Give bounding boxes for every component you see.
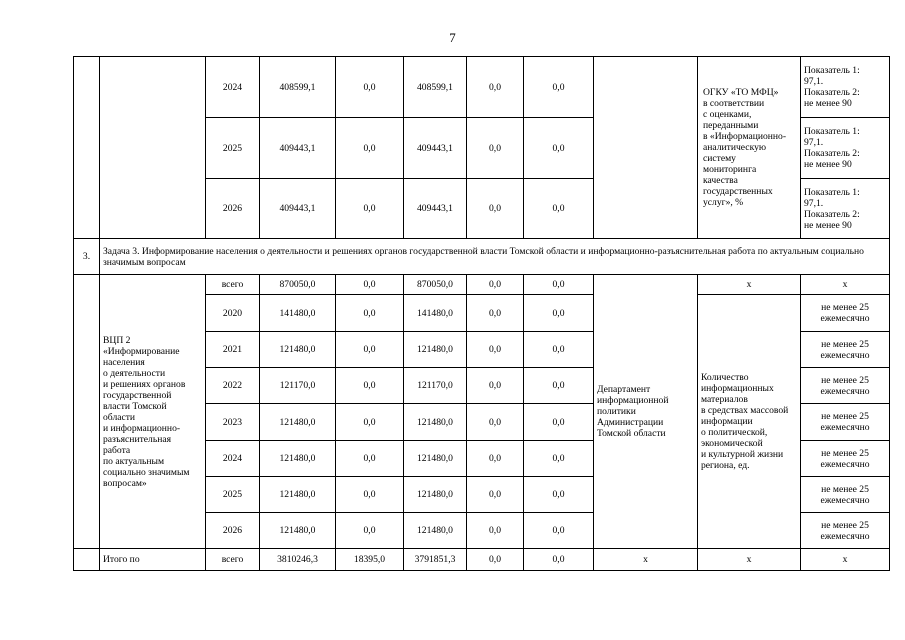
amount-extra-cell: 0,0: [524, 179, 594, 239]
amount-federal-cell: 0,0: [336, 275, 404, 295]
amount-total-cell: 121170,0: [260, 368, 336, 404]
year-cell: всего: [206, 549, 260, 571]
executor-cell: х: [594, 549, 698, 571]
amount-regional-cell: 121480,0: [404, 332, 467, 368]
amount-extra-cell: 0,0: [524, 295, 594, 332]
year-cell: 2026: [206, 179, 260, 239]
empty-num-cell: [74, 275, 100, 549]
year-cell: 2023: [206, 404, 260, 441]
year-cell: 2025: [206, 118, 260, 179]
amount-regional-cell: 870050,0: [404, 275, 467, 295]
executor-cell: Департамент информационной политики Администрации Томской области: [594, 275, 698, 549]
indicator-value-cell: не менее 25 ежемесячно: [801, 368, 890, 404]
amount-local-cell: 0,0: [467, 404, 524, 441]
amount-extra-cell: 0,0: [524, 513, 594, 549]
amount-federal-cell: 0,0: [336, 441, 404, 477]
indicator-value-cell: не менее 25 ежемесячно: [801, 404, 890, 441]
amount-total-cell: 409443,1: [260, 118, 336, 179]
program-table: [73, 56, 890, 571]
year-cell: всего: [206, 275, 260, 295]
amount-total-cell: 121480,0: [260, 477, 336, 513]
amount-total-cell: 121480,0: [260, 513, 336, 549]
amount-total-cell: 121480,0: [260, 404, 336, 441]
amount-federal-cell: 0,0: [336, 477, 404, 513]
year-cell: 2026: [206, 513, 260, 549]
table-row: [74, 57, 890, 118]
amount-federal-cell: 0,0: [336, 295, 404, 332]
amount-local-cell: 0,0: [467, 441, 524, 477]
total-row: [74, 549, 890, 571]
indicator-value-cell: Показатель 1: 97,1. Показатель 2: не менее 90: [801, 118, 890, 179]
amount-total-cell: 121480,0: [260, 332, 336, 368]
page-number: 7: [449, 30, 456, 45]
amount-regional-cell: 121480,0: [404, 441, 467, 477]
amount-extra-cell: 0,0: [524, 332, 594, 368]
program-name-cell: ВЦП 2 «Информирование населения о деятельности и решениях органов государственной власти Томской области и информационно- разъяснительная работа по актуальным социально значимым вопросам»: [100, 275, 206, 549]
amount-total-cell: 3810246,3: [260, 549, 336, 571]
indicator-value-cell: Показатель 1: 97,1. Показатель 2: не менее 90: [801, 57, 890, 118]
amount-federal-cell: 0,0: [336, 179, 404, 239]
amount-regional-cell: 408599,1: [404, 57, 467, 118]
amount-regional-cell: 121480,0: [404, 477, 467, 513]
amount-local-cell: 0,0: [467, 513, 524, 549]
amount-regional-cell: 121170,0: [404, 368, 467, 404]
empty-num-cell: [74, 549, 100, 571]
empty-num-cell: [74, 57, 100, 239]
amount-extra-cell: 0,0: [524, 368, 594, 404]
amount-extra-cell: 0,0: [524, 57, 594, 118]
task-row: [74, 239, 890, 275]
year-cell: 2024: [206, 441, 260, 477]
amount-regional-cell: 409443,1: [404, 179, 467, 239]
amount-total-cell: 121480,0: [260, 441, 336, 477]
amount-local-cell: 0,0: [467, 368, 524, 404]
indicator-name-cell: х: [698, 549, 801, 571]
amount-extra-cell: 0,0: [524, 441, 594, 477]
indicator-name-cell: х: [698, 275, 801, 295]
year-cell: 2022: [206, 368, 260, 404]
amount-extra-cell: 0,0: [524, 549, 594, 571]
amount-local-cell: 0,0: [467, 275, 524, 295]
indicator-value-cell: не менее 25 ежемесячно: [801, 332, 890, 368]
total-label-cell: Итого по: [100, 549, 206, 571]
amount-federal-cell: 18395,0: [336, 549, 404, 571]
amount-local-cell: 0,0: [467, 549, 524, 571]
amount-total-cell: 141480,0: [260, 295, 336, 332]
amount-local-cell: 0,0: [467, 179, 524, 239]
amount-local-cell: 0,0: [467, 118, 524, 179]
amount-local-cell: 0,0: [467, 477, 524, 513]
amount-federal-cell: 0,0: [336, 332, 404, 368]
amount-federal-cell: 0,0: [336, 404, 404, 441]
indicator-value-cell: х: [801, 275, 890, 295]
indicator-value-cell: х: [801, 549, 890, 571]
amount-extra-cell: 0,0: [524, 118, 594, 179]
amount-extra-cell: 0,0: [524, 477, 594, 513]
amount-regional-cell: 121480,0: [404, 513, 467, 549]
amount-regional-cell: 3791851,3: [404, 549, 467, 571]
year-cell: 2024: [206, 57, 260, 118]
indicator-value-cell: не менее 25 ежемесячно: [801, 513, 890, 549]
amount-federal-cell: 0,0: [336, 57, 404, 118]
amount-total-cell: 408599,1: [260, 57, 336, 118]
indicator-value-cell: не менее 25 ежемесячно: [801, 477, 890, 513]
amount-total-cell: 870050,0: [260, 275, 336, 295]
amount-local-cell: 0,0: [467, 57, 524, 118]
empty-name-cell: [100, 57, 206, 239]
amount-regional-cell: 141480,0: [404, 295, 467, 332]
task-title-cell: Задача 3. Информирование населения о деятельности и решениях органов государственной власти Томской области и информационно-разъяснительная работа по актуальным социально значимым вопросам: [100, 239, 890, 275]
indicator-name-cell: ОГКУ «ТО МФЦ» в соответствии с оценками, переданными в «Информационно- аналитическую систему мониторинга качества государственных услуг», %: [698, 57, 801, 239]
amount-federal-cell: 0,0: [336, 118, 404, 179]
amount-regional-cell: 409443,1: [404, 118, 467, 179]
year-cell: 2021: [206, 332, 260, 368]
indicator-value-cell: Показатель 1: 97,1. Показатель 2: не менее 90: [801, 179, 890, 239]
amount-total-cell: 409443,1: [260, 179, 336, 239]
amount-local-cell: 0,0: [467, 295, 524, 332]
indicator-value-cell: не менее 25 ежемесячно: [801, 295, 890, 332]
table-row: [74, 275, 890, 295]
task-number-cell: 3.: [74, 239, 100, 275]
amount-local-cell: 0,0: [467, 332, 524, 368]
year-cell: 2020: [206, 295, 260, 332]
amount-federal-cell: 0,0: [336, 368, 404, 404]
amount-federal-cell: 0,0: [336, 513, 404, 549]
amount-extra-cell: 0,0: [524, 275, 594, 295]
empty-executor-cell: [594, 57, 698, 239]
amount-regional-cell: 121480,0: [404, 404, 467, 441]
indicator-name-cell: Количество информационных материалов в средствах массовой информации о политической, экономической и культурной жизни региона, ед.: [698, 295, 801, 549]
amount-extra-cell: 0,0: [524, 404, 594, 441]
year-cell: 2025: [206, 477, 260, 513]
indicator-value-cell: не менее 25 ежемесячно: [801, 441, 890, 477]
